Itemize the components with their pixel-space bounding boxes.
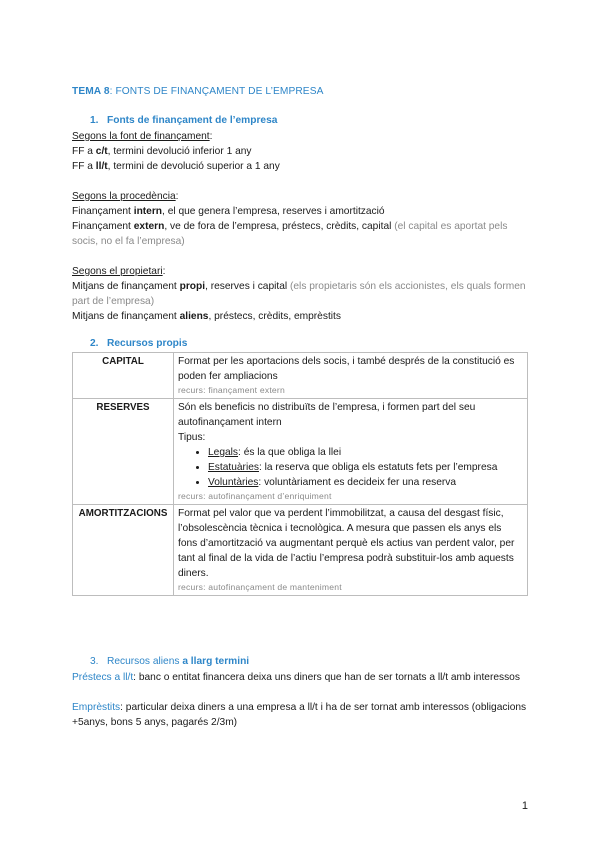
mitjans-aliens-line <box>72 309 530 324</box>
segons-propietari-block <box>72 264 530 324</box>
recursos-propis-table <box>72 352 528 596</box>
text: Finançament <box>72 206 134 217</box>
ff-llt-line <box>72 159 530 174</box>
text: FF a <box>72 146 96 157</box>
note: (els propietaris són els accionistes, els quals formen part de l’empresa) <box>72 281 526 307</box>
term-aliens: aliens <box>179 311 209 322</box>
reserves-types-list <box>178 445 523 490</box>
page-number: 1 <box>521 800 528 812</box>
financament-extern-line <box>72 219 530 249</box>
type-name: Legals <box>208 447 239 458</box>
term-llt: ll/t <box>95 161 108 172</box>
section1-number: 1. <box>90 115 99 126</box>
emprestits-text: : particular deixa diners a una empresa a ll/t i ha de ser tornat amb interessos (obligacions +5anys, bons 5 anys, pagarés 2/3m) <box>72 702 527 728</box>
text: , préstecs, crèdits, emprèstits <box>208 311 341 322</box>
section2-number: 2. <box>90 338 99 349</box>
financament-intern-line <box>72 204 530 219</box>
section3-heading <box>90 654 530 669</box>
row-value-capital <box>174 353 528 399</box>
section3-heading-text: Recursos aliens <box>107 656 183 667</box>
prestecs-paragraph <box>72 670 530 685</box>
row-value-amortitzacions <box>174 505 528 596</box>
list-item <box>208 460 523 475</box>
emprestits-label: Emprèstits <box>72 702 121 713</box>
title-rest: : FONTS DE FINANÇAMENT DE L’EMPRESA <box>109 86 324 97</box>
type-desc: : la reserva que obliga els estatuts fets per l’empresa <box>258 462 498 473</box>
emprestits-paragraph <box>72 700 530 730</box>
row-value-reserves <box>174 399 528 505</box>
text: , el que genera l’empresa, reserves i amortització <box>162 206 385 217</box>
term-extern: extern <box>133 221 165 232</box>
text: , termini de devolució superior a 1 any <box>107 161 280 172</box>
amortitzacions-note: recurs: autofinançament de manteniment <box>178 582 342 592</box>
capital-note: recurs: finançament extern <box>178 385 285 395</box>
segons-font-block <box>72 129 530 174</box>
type-desc: : voluntàriament es decideix fer una reserva <box>258 477 457 488</box>
table-row <box>73 353 528 399</box>
section3-number: 3. <box>90 656 99 667</box>
row-key-amortitzacions: AMORTITZACIONS <box>73 505 174 596</box>
list-item <box>208 445 523 460</box>
list-item <box>208 475 523 490</box>
reserves-note: recurs: autofinançament d’enriquiment <box>178 491 332 501</box>
section2-heading <box>90 336 530 351</box>
row-key-capital: CAPITAL <box>73 353 174 399</box>
amortitzacions-text: Format pel valor que va perdent l’immobilitzat, a causa del desgast físic, l’obsolescència tècnica i tecnològica. A mesura que passen els anys els fons d’amortització va augmentant perquè els actius van perdent valor, per tant al final de la vida de l’actiu l’empresa podrà substituir-los amb aquests diners. <box>178 508 515 579</box>
reserves-text: Són els beneficis no distribuïts de l’empresa, i formen part del seu autofinançament intern <box>178 402 476 428</box>
segons-propietari-label: Segons el propietari <box>72 266 163 277</box>
term-intern: intern <box>133 206 163 217</box>
text: Mitjans de finançament <box>72 311 180 322</box>
text: , reserves i capital <box>205 281 290 292</box>
type-desc: : és la que obliga la llei <box>238 447 342 458</box>
term-propi: propi <box>179 281 206 292</box>
prestecs-label: Préstecs a ll/t <box>72 672 134 683</box>
segons-font-label: Segons la font de finançament <box>72 131 210 142</box>
segons-procedencia-block <box>72 189 530 249</box>
section1-heading-text: Fonts de finançament de l’empresa <box>107 115 278 126</box>
mitjans-propi-line <box>72 279 530 309</box>
capital-text: Format per les aportacions dels socis, i també després de la constitució es poden fer ampliacions <box>178 356 515 382</box>
type-name: Estatuàries <box>208 462 259 473</box>
text: , termini devolució inferior 1 any <box>107 146 252 157</box>
text: FF a <box>72 161 96 172</box>
text: , ve de fora de l’empresa, préstecs, crèdits, capital <box>164 221 395 232</box>
row-key-reserves: RESERVES <box>73 399 174 505</box>
term-ct: c/t <box>95 146 108 157</box>
segons-procedencia-label: Segons la procedència <box>72 191 176 202</box>
prestecs-text: : banc o entitat financera deixa uns diners que han de ser tornats a ll/t amb interessos <box>133 672 520 683</box>
colon: : <box>209 131 213 142</box>
colon: : <box>175 191 179 202</box>
ff-ct-line <box>72 144 530 159</box>
text: Mitjans de finançament <box>72 281 180 292</box>
type-name: Voluntàries <box>208 477 259 488</box>
note: (el capital es aportat pels socis, no el fa l’empresa) <box>72 221 508 247</box>
section1-heading <box>90 113 530 128</box>
colon: : <box>162 266 166 277</box>
section2-heading-text: Recursos propis <box>107 338 188 349</box>
table-row <box>73 399 528 505</box>
table-row <box>73 505 528 596</box>
section3-heading-bold: a llarg termini <box>182 656 250 667</box>
document-page <box>72 84 530 730</box>
title-prefix: TEMA 8 <box>72 86 110 97</box>
document-title <box>72 84 530 99</box>
text: Finançament <box>72 221 134 232</box>
reserves-tipus-label: Tipus: <box>178 432 206 443</box>
